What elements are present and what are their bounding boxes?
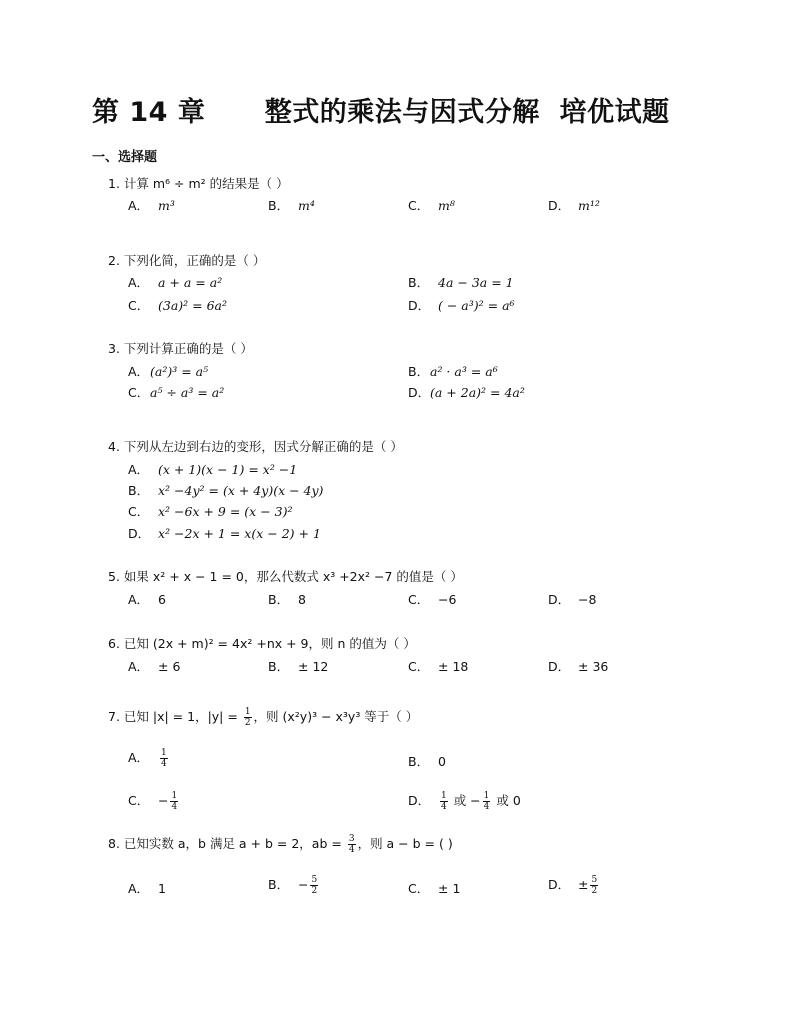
option-label: C． bbox=[408, 592, 430, 607]
denominator: 4 bbox=[441, 802, 447, 812]
option-label: A． bbox=[128, 275, 150, 290]
option-label: C． bbox=[128, 504, 150, 519]
fraction bbox=[483, 791, 491, 812]
fraction bbox=[310, 875, 318, 896]
q8-option-b[interactable] bbox=[268, 875, 320, 896]
option-text: 或 − bbox=[449, 793, 481, 808]
question-8-stem bbox=[108, 834, 453, 855]
section-heading: 一、选择题 bbox=[92, 150, 158, 165]
option-label: C． bbox=[408, 881, 430, 896]
q3-option-c[interactable] bbox=[128, 383, 224, 401]
denominator: 4 bbox=[171, 802, 178, 812]
sign: − bbox=[158, 793, 169, 808]
option-label: B． bbox=[128, 483, 150, 498]
option-label: B． bbox=[268, 198, 290, 213]
q5-option-a[interactable] bbox=[128, 590, 166, 608]
q2-option-b[interactable] bbox=[408, 273, 514, 291]
option-text: (x + 1)(x − 1) = x² −1 bbox=[158, 462, 298, 477]
q5-option-b[interactable] bbox=[268, 590, 306, 608]
q6-option-b[interactable] bbox=[268, 657, 328, 675]
numerator: 1 bbox=[483, 791, 490, 801]
q8-option-d[interactable] bbox=[548, 875, 600, 896]
option-text: 8 bbox=[298, 592, 306, 607]
q3-option-d[interactable] bbox=[408, 383, 525, 401]
option-label: D． bbox=[548, 592, 571, 607]
sign: − bbox=[298, 877, 309, 892]
option-label: A． bbox=[128, 462, 150, 477]
denominator: 4 bbox=[348, 845, 355, 855]
numerator: 1 bbox=[441, 791, 447, 801]
q1-option-b[interactable] bbox=[268, 196, 315, 214]
option-label: B． bbox=[408, 754, 430, 769]
option-text: 6 bbox=[158, 592, 166, 607]
q4-option-c[interactable] bbox=[128, 502, 293, 520]
fraction bbox=[170, 791, 178, 812]
option-text: −6 bbox=[438, 592, 457, 607]
option-text: ± 18 bbox=[438, 659, 469, 674]
stem-part: 7. 已知 |x| = 1，|y| = bbox=[108, 709, 242, 724]
option-label: D． bbox=[408, 298, 431, 313]
option-label: B． bbox=[268, 659, 290, 674]
option-label: D． bbox=[548, 659, 571, 674]
option-text: m¹² bbox=[578, 198, 600, 213]
option-text: (a²)³ = a⁵ bbox=[150, 364, 209, 379]
option-label: A． bbox=[128, 659, 150, 674]
q6-option-d[interactable] bbox=[548, 657, 608, 675]
stem-part: ，则 (x²y)³ − x³y³ 等于（ ） bbox=[253, 709, 419, 724]
option-text: ± 12 bbox=[298, 659, 329, 674]
option-text: ± 6 bbox=[158, 659, 181, 674]
question-6-stem: 6. 已知 (2x + m)² = 4x² +nx + 9，则 n 的值为（ ） bbox=[108, 636, 416, 651]
option-text: ± 36 bbox=[578, 659, 609, 674]
option-text: a² · a³ = a⁶ bbox=[430, 364, 498, 379]
option-label: B． bbox=[268, 592, 290, 607]
numerator: 3 bbox=[348, 834, 355, 844]
option-label: C． bbox=[408, 198, 430, 213]
q8-option-c[interactable] bbox=[408, 879, 460, 897]
option-label: D． bbox=[548, 877, 571, 892]
q1-option-c[interactable] bbox=[408, 196, 455, 214]
fraction bbox=[590, 875, 598, 896]
option-label: B． bbox=[268, 877, 290, 892]
option-text: ( − a³)² = a⁶ bbox=[438, 298, 515, 313]
denominator: 2 bbox=[591, 886, 598, 896]
q5-option-d[interactable] bbox=[548, 590, 596, 608]
q4-option-a[interactable] bbox=[128, 460, 297, 478]
option-text: a⁵ ÷ a³ = a² bbox=[150, 385, 225, 400]
option-label: D． bbox=[548, 198, 571, 213]
q4-option-d[interactable] bbox=[128, 524, 321, 542]
q4-option-b[interactable] bbox=[128, 481, 323, 499]
q6-option-c[interactable] bbox=[408, 657, 468, 675]
option-label: A． bbox=[128, 881, 150, 896]
stem-part: 8. 已知实数 a，b 满足 a + b = 2，ab = bbox=[108, 836, 346, 851]
question-2-stem: 2. 下列化简，正确的是（ ） bbox=[108, 253, 266, 268]
option-text: −8 bbox=[578, 592, 597, 607]
numerator: 5 bbox=[311, 875, 318, 885]
option-label: A． bbox=[128, 198, 150, 213]
page-title: 第 14 章 整式的乘法与因式分解 培优试题 bbox=[92, 97, 670, 128]
option-text: m⁴ bbox=[298, 198, 315, 213]
denominator: 2 bbox=[311, 886, 318, 896]
option-text: 4a − 3a = 1 bbox=[438, 275, 514, 290]
question-7-stem bbox=[108, 707, 418, 728]
q2-option-c[interactable] bbox=[128, 296, 227, 314]
option-text: (3a)² = 6a² bbox=[158, 298, 228, 313]
stem-part: ，则 a − b = ( ) bbox=[357, 836, 453, 851]
q8-option-a[interactable] bbox=[128, 879, 166, 897]
question-4-stem: 4. 下列从左边到右边的变形，因式分解正确的是（ ） bbox=[108, 439, 403, 454]
option-text: x² −2x + 1 = x(x − 2) + 1 bbox=[158, 526, 321, 541]
numerator: 1 bbox=[171, 791, 178, 801]
question-3-stem: 3. 下列计算正确的是（ ） bbox=[108, 341, 253, 356]
option-text: ± 1 bbox=[438, 881, 461, 896]
option-text: x² −6x + 9 = (x − 3)² bbox=[158, 504, 293, 519]
option-label: B． bbox=[408, 364, 430, 379]
option-label: C． bbox=[128, 298, 150, 313]
option-text: (a + 2a)² = 4a² bbox=[430, 385, 525, 400]
fraction bbox=[348, 834, 356, 855]
option-label: D． bbox=[408, 385, 431, 400]
option-label: A． bbox=[128, 592, 150, 607]
numerator: 1 bbox=[161, 748, 167, 758]
q2-option-d[interactable] bbox=[408, 296, 515, 314]
q1-option-a[interactable] bbox=[128, 196, 175, 214]
option-label: A． bbox=[128, 750, 150, 765]
question-1-stem: 1. 计算 m⁶ ÷ m² 的结果是（ ） bbox=[108, 176, 289, 191]
option-text: x² −4y² = (x + 4y)(x − 4y) bbox=[158, 483, 324, 498]
option-text: 0 bbox=[438, 754, 446, 769]
q5-option-c[interactable] bbox=[408, 590, 456, 608]
option-text: 或 0 bbox=[492, 793, 521, 808]
q7-option-c[interactable] bbox=[128, 791, 180, 812]
sign: ± bbox=[578, 877, 589, 892]
option-text: m⁸ bbox=[438, 198, 455, 213]
option-label: C． bbox=[128, 385, 150, 400]
option-label: A． bbox=[128, 364, 150, 379]
question-5-stem: 5. 如果 x² + x − 1 = 0，那么代数式 x³ +2x² −7 的值是（ ） bbox=[108, 569, 463, 584]
q3-option-b[interactable] bbox=[408, 362, 498, 380]
q7-option-b[interactable] bbox=[408, 752, 446, 770]
option-label: D． bbox=[408, 793, 431, 808]
numerator: 1 bbox=[244, 707, 251, 717]
option-label: C． bbox=[128, 793, 150, 808]
numerator: 5 bbox=[591, 875, 598, 885]
fraction bbox=[244, 707, 252, 728]
option-text: m³ bbox=[158, 198, 175, 213]
fraction bbox=[440, 791, 448, 812]
denominator: 4 bbox=[483, 802, 490, 812]
option-text: 1 bbox=[158, 881, 166, 896]
option-label: B． bbox=[408, 275, 430, 290]
option-text: a + a = a² bbox=[158, 275, 223, 290]
q6-option-a[interactable] bbox=[128, 657, 180, 675]
denominator: 2 bbox=[244, 718, 251, 728]
option-label: D． bbox=[128, 526, 151, 541]
fraction bbox=[160, 748, 168, 769]
denominator: 4 bbox=[161, 759, 167, 769]
option-label: C． bbox=[408, 659, 430, 674]
q2-option-a[interactable] bbox=[128, 273, 222, 291]
q1-option-d[interactable] bbox=[548, 196, 600, 214]
q3-option-a[interactable] bbox=[128, 362, 208, 380]
q7-option-d[interactable] bbox=[408, 791, 521, 812]
q7-option-a[interactable] bbox=[128, 748, 170, 769]
